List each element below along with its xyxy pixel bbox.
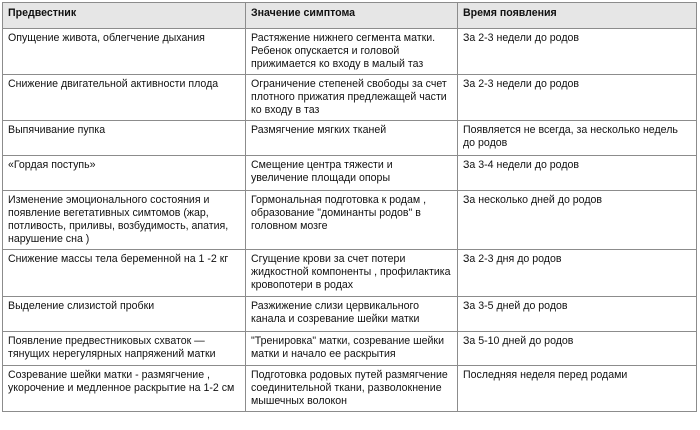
header-symptom-meaning: Значение симптома	[246, 3, 458, 29]
cell-precursor: Опущение живота, облегчение дыхания	[3, 29, 246, 75]
cell-time: За 5-10 дней до родов	[458, 332, 697, 366]
cell-meaning: Смещение центра тяжести и увеличение площади опоры	[246, 156, 458, 191]
cell-meaning: Ограничение степеней свободы за счет плотного прижатия предлежащей части ко входу в таз	[246, 75, 458, 121]
header-precursor: Предвестник	[3, 3, 246, 29]
table-row	[3, 121, 697, 156]
table-row	[3, 297, 697, 332]
cell-time: Последняя неделя перед родами	[458, 366, 697, 412]
cell-time: За 3-4 недели до родов	[458, 156, 697, 191]
cell-precursor: Выпячивание пупка	[3, 121, 246, 156]
cell-precursor: «Гордая поступь»	[3, 156, 246, 191]
cell-precursor: Выделение слизистой пробки	[3, 297, 246, 332]
cell-meaning: Растяжение нижнего сегмента матки. Ребенок опускается и головой прижимается ко входу в малый таз	[246, 29, 458, 75]
cell-precursor: Снижение двигательной активности плода	[3, 75, 246, 121]
precursors-table	[2, 2, 697, 412]
cell-meaning: Разжижение слизи цервикального канала и созревание шейки матки	[246, 297, 458, 332]
cell-time: За 3-5 дней до родов	[458, 297, 697, 332]
header-row	[3, 3, 697, 29]
cell-time: За несколько дней до родов	[458, 191, 697, 250]
table-row	[3, 191, 697, 250]
cell-precursor: Созревание шейки матки - размягчение , укорочение и медленное раскрытие на 1-2 см	[3, 366, 246, 412]
table-row	[3, 332, 697, 366]
cell-time: За 2-3 недели до родов	[458, 29, 697, 75]
cell-meaning: "Тренировка" матки, созревание шейки матки и начало ее раскрытия	[246, 332, 458, 366]
cell-meaning: Сгущение крови за счет потери жидкостной компоненты , профилактика кровопотери в родах	[246, 250, 458, 297]
table-row	[3, 250, 697, 297]
header-onset-time: Время появления	[458, 3, 697, 29]
cell-meaning: Размягчение мягких тканей	[246, 121, 458, 156]
table-header	[3, 3, 697, 29]
table-row	[3, 29, 697, 75]
cell-time: За 2-3 дня до родов	[458, 250, 697, 297]
table-row	[3, 156, 697, 191]
cell-meaning: Подготовка родовых путей размягчение соединительной ткани, разволокнение мышечных волокон	[246, 366, 458, 412]
cell-time: За 2-3 недели до родов	[458, 75, 697, 121]
cell-precursor: Появление предвестниковых схваток — тянущих нерегулярных напряжений матки	[3, 332, 246, 366]
table-row	[3, 75, 697, 121]
table-row	[3, 366, 697, 412]
cell-time: Появляется не всегда, за несколько недель до родов	[458, 121, 697, 156]
cell-precursor: Снижение массы тела беременной на 1 -2 кг	[3, 250, 246, 297]
table-body	[3, 29, 697, 412]
cell-precursor: Изменение эмоционального состояния и появление вегетативных симтомов (жар, потливость, приливы, возбудимость, апатия, нарушение сна )	[3, 191, 246, 250]
cell-meaning: Гормональная подготовка к родам , образование "доминанты родов" в головном мозге	[246, 191, 458, 250]
